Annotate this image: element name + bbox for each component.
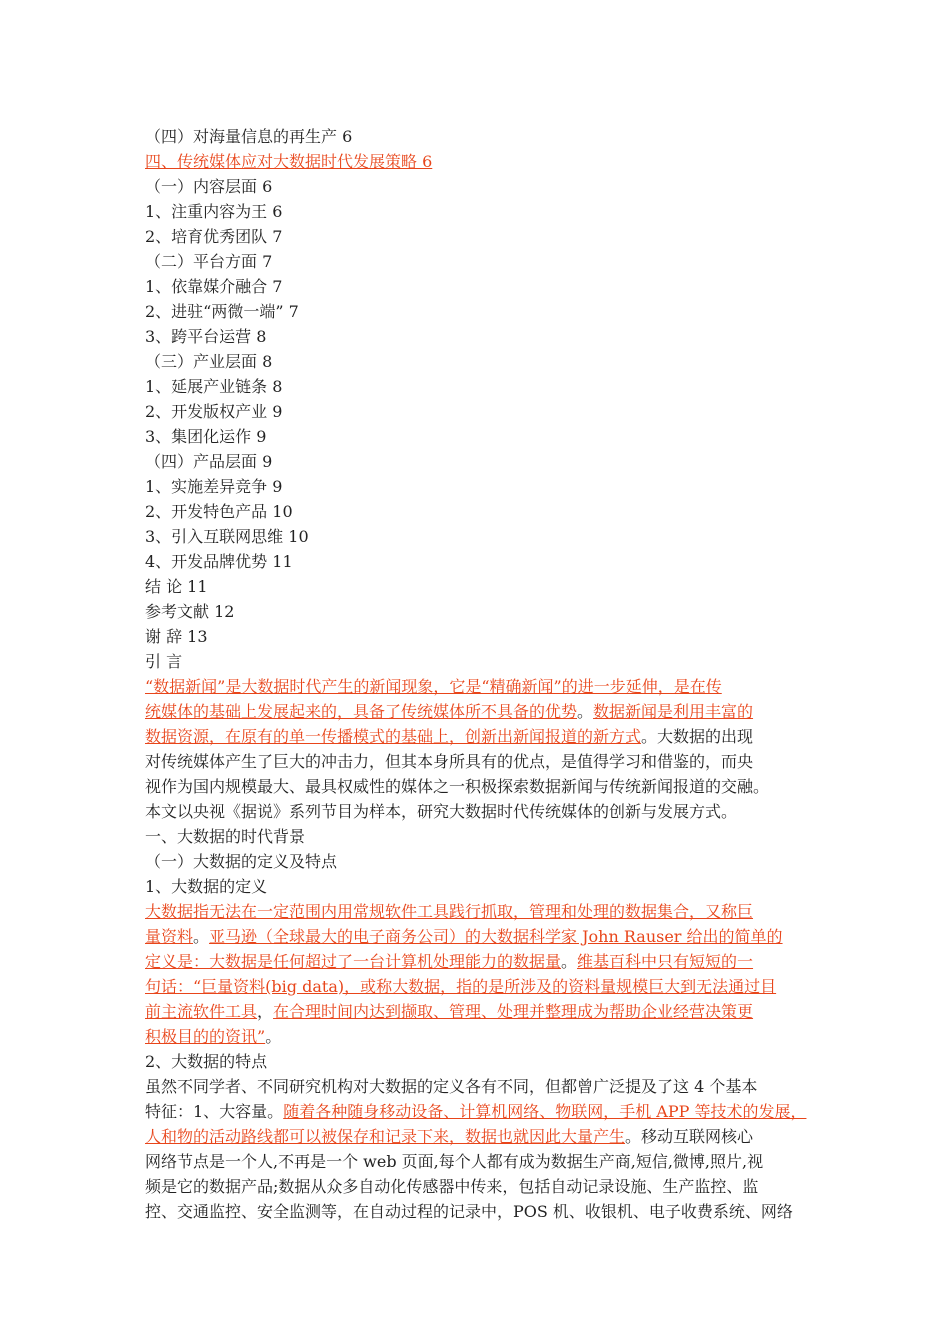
toc-item[interactable]: 3、跨平台运营 8 [145,327,267,346]
toc-item[interactable]: 结 论 11 [145,577,208,596]
subsubsection-heading: 1、大数据的定义 [145,877,268,896]
toc-item[interactable]: （三）产业层面 8 [145,352,273,371]
body-text: 。 [265,1027,282,1046]
toc-item[interactable]: 4、开发品牌优势 11 [145,552,293,571]
toc-item[interactable]: 1、实施差异竞争 9 [145,477,283,496]
body-text: 控、交通监控、安全监测等，在自动过程的记录中，POS 机、收银机、电子收费系统、网络 [145,1202,793,1221]
toc-item[interactable]: 谢 辞 13 [145,627,208,646]
body-text: 虽然不同学者、不同研究机构对大数据的定义各有不同，但都曾广泛提及了这 4 个基本 [145,1077,758,1096]
highlighted-text: 前主流软件工具 [145,1002,258,1021]
toc-item-link[interactable]: 四、传统媒体应对大数据时代发展策略 6 [145,152,433,171]
highlighted-text: 统媒体的基础上发展起来的，具备了传统媒体所不具备的优势 [145,702,578,721]
body-text: 对传统媒体产生了巨大的冲击力，但其本身所具有的优点，是值得学习和借鉴的，而央 [145,752,754,771]
highlighted-text: 数据资源，在原有的单一传播模式的基础上，创新出新闻报道的新方式 [145,727,642,746]
body-text: ， [257,1002,274,1021]
body-text: 网络节点是一个人,不再是一个 web 页面,每个人都有成为数据生产商,短信,微博,照片,视 [145,1152,764,1171]
body-text: 。 [561,952,578,971]
toc-item[interactable]: 1、延展产业链条 8 [145,377,283,396]
toc-item[interactable]: 2、开发特色产品 10 [145,502,293,521]
highlighted-text: 大数据指无法在一定范围内用常规软件工具践行抓取，管理和处理的数据集合，又称巨 [145,902,754,921]
highlighted-text: 在合理时间内达到撷取、管理、处理并整理成为帮助企业经营决策更 [273,1002,754,1021]
body-text: 。移动互联网核心 [625,1127,754,1146]
toc-item[interactable]: 参考文献 12 [145,602,235,621]
body-text: 视作为国内规模最大、最具权威性的媒体之一积极探索数据新闻与传统新闻报道的交融。 [145,777,770,796]
highlighted-text: 亚马逊（全球最大的电子商务公司）的大数据科学家 John Rauser 给出的简单的 [209,927,783,946]
toc-item[interactable]: 1、注重内容为王 6 [145,202,283,221]
highlighted-text: 维基百科中只有短短的一 [577,952,754,971]
body-text: 。 [193,927,210,946]
highlighted-text: “数据新闻”是大数据时代产生的新闻现象，它是“精确新闻”的进一步延伸，是在传 [145,677,722,696]
toc-item[interactable]: 3、集团化运作 9 [145,427,267,446]
table-of-contents [145,124,810,674]
highlighted-text: 随着各种随身移动设备、计算机网络、物联网，手机 APP 等技术的发展， [283,1102,807,1121]
features-paragraph [145,1074,810,1224]
toc-item[interactable]: 2、培育优秀团队 7 [145,227,283,246]
toc-item[interactable]: 2、开发版权产业 9 [145,402,283,421]
highlighted-text: 定义是：大数据是任何超过了一台计算机处理能力的数据量 [145,952,562,971]
body-text: 本文以央视《据说》系列节目为样本，研究大数据时代传统媒体的创新与发展方式。 [145,802,738,821]
highlighted-text: 人和物的活动路线都可以被保存和记录下来，数据也就因此大量产生 [145,1127,626,1146]
document-page [145,124,810,1224]
body-text: 。 [577,702,594,721]
subsection-heading: （一）大数据的定义及特点 [145,852,338,871]
intro-paragraph [145,674,810,824]
highlighted-text: 句话：“巨量资料(big data)，或称大数据，指的是所涉及的资料量规模巨大到无法通过目 [145,977,777,996]
body-text: 特征：1、大容量。 [145,1102,284,1121]
toc-item[interactable]: 2、进驻“两微一端” 7 [145,302,299,321]
toc-item[interactable]: （一）内容层面 6 [145,177,273,196]
definition-paragraph [145,899,810,1049]
toc-item[interactable]: （四）对海量信息的再生产 6 [145,127,353,146]
body-text: 。大数据的出现 [641,727,754,746]
section-heading-intro: 引 言 [145,652,183,671]
body-text: 频是它的数据产品;数据从众多自动化传感器中传来，包括自动记录设施、生产监控、监 [145,1177,759,1196]
toc-item[interactable]: 1、依靠媒介融合 7 [145,277,283,296]
toc-item[interactable]: 3、引入互联网思维 10 [145,527,309,546]
highlighted-text: 数据新闻是利用丰富的 [593,702,754,721]
highlighted-text: 量资料 [145,927,194,946]
highlighted-text: 积极目的的资讯” [145,1027,266,1046]
toc-item[interactable]: （二）平台方面 7 [145,252,273,271]
subsubsection-heading: 2、大数据的特点 [145,1052,268,1071]
toc-item[interactable]: （四）产品层面 9 [145,452,273,471]
section-heading: 一、大数据的时代背景 [145,827,306,846]
